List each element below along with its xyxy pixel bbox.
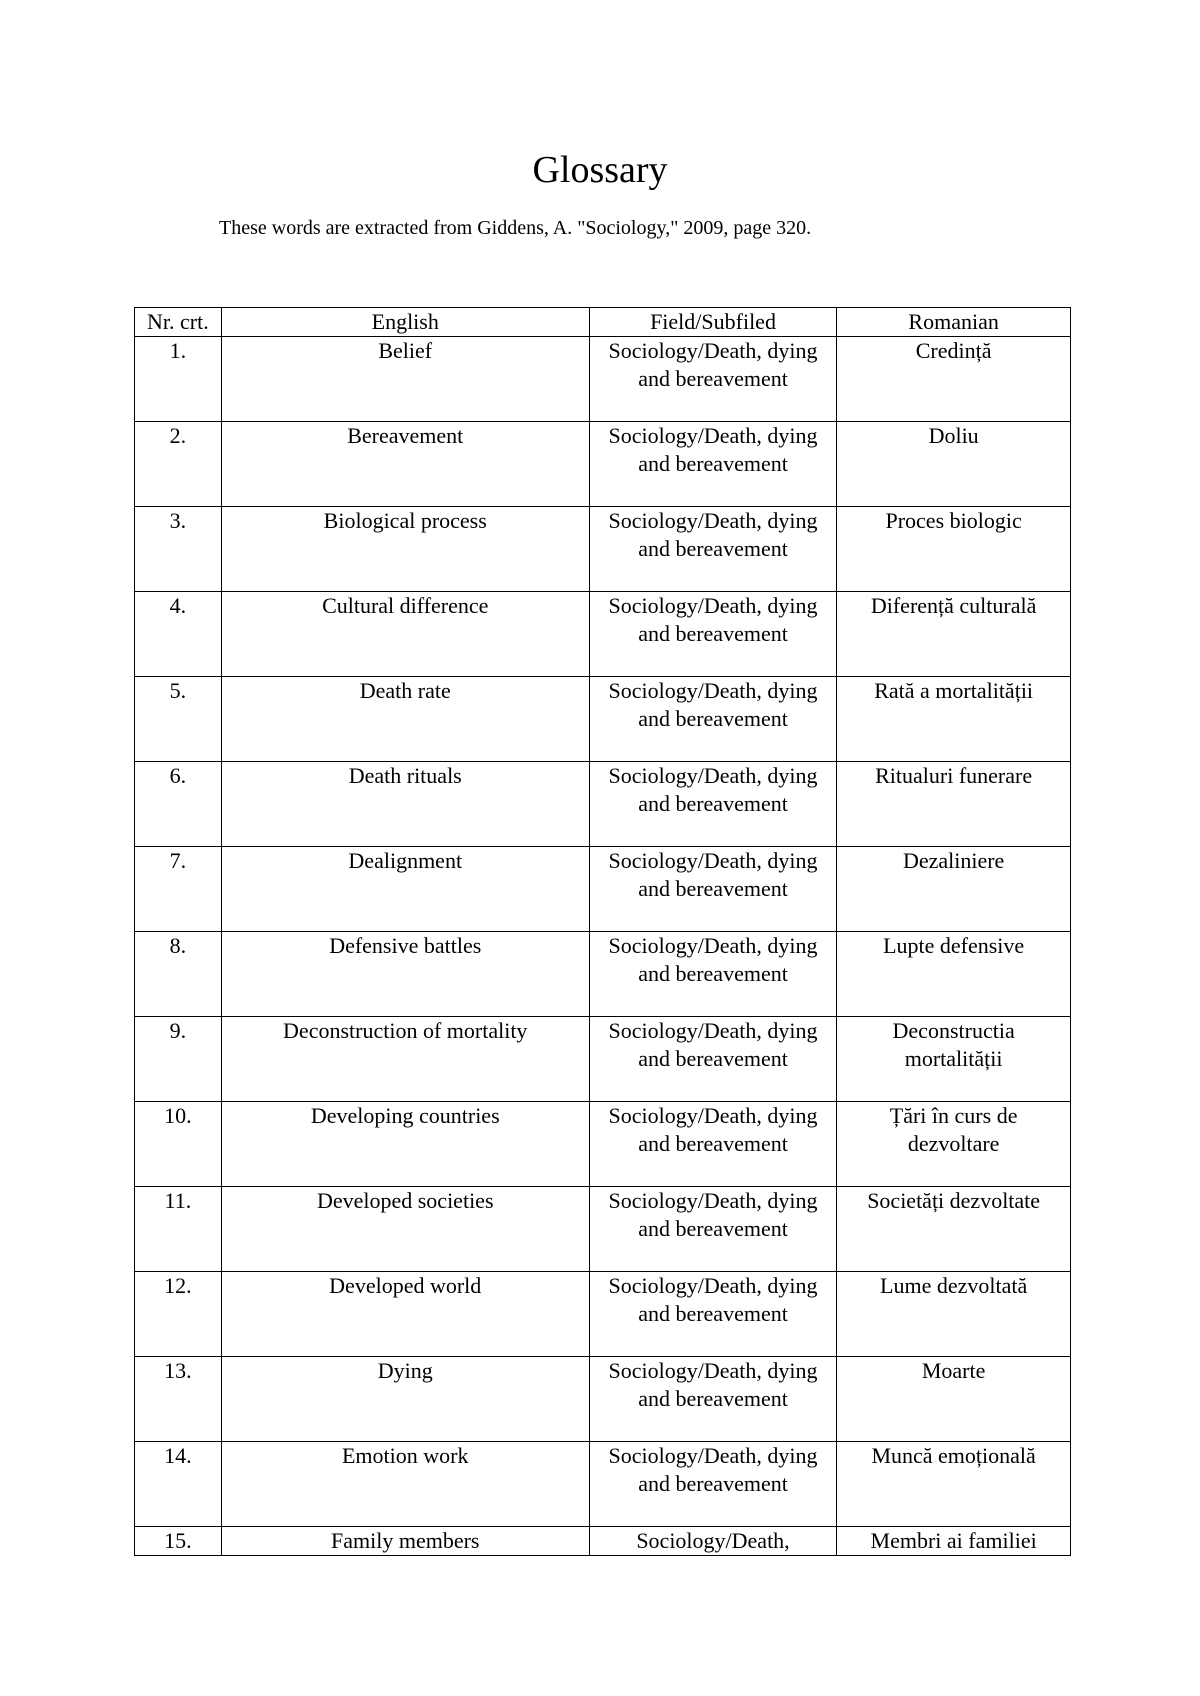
- cell-field: Sociology/Death, dying and bereavement: [589, 1017, 836, 1102]
- cell-romanian: Țări în curs de dezvoltare: [837, 1102, 1071, 1187]
- cell-nr: 6.: [135, 762, 222, 847]
- cell-romanian: Deconstructia mortalității: [837, 1017, 1071, 1102]
- cell-nr: 5.: [135, 677, 222, 762]
- cell-nr: 10.: [135, 1102, 222, 1187]
- cell-english: Defensive battles: [221, 932, 589, 1017]
- table-row: [135, 677, 1071, 762]
- header-english: English: [221, 308, 589, 337]
- cell-field: Sociology/Death, dying and bereavement: [589, 1357, 836, 1442]
- cell-romanian: Lume dezvoltată: [837, 1272, 1071, 1357]
- cell-nr: 13.: [135, 1357, 222, 1442]
- table-row: [135, 1017, 1071, 1102]
- table-row: [135, 1187, 1071, 1272]
- cell-english: Belief: [221, 337, 589, 422]
- table-header-row: [135, 308, 1071, 337]
- cell-nr: 3.: [135, 507, 222, 592]
- cell-nr: 4.: [135, 592, 222, 677]
- cell-field: Sociology/Death, dying and bereavement: [589, 337, 836, 422]
- table-row: [135, 337, 1071, 422]
- header-nr: Nr. crt.: [135, 308, 222, 337]
- cell-english: Deconstruction of mortality: [221, 1017, 589, 1102]
- cell-romanian: Dezaliniere: [837, 847, 1071, 932]
- cell-romanian: Proces biologic: [837, 507, 1071, 592]
- cell-english: Cultural difference: [221, 592, 589, 677]
- table-row: [135, 1102, 1071, 1187]
- cell-field: Sociology/Death, dying and bereavement: [589, 422, 836, 507]
- cell-nr: 2.: [135, 422, 222, 507]
- cell-english: Family members: [221, 1527, 589, 1556]
- cell-romanian: Membri ai familiei: [837, 1527, 1071, 1556]
- cell-field: Sociology/Death, dying and bereavement: [589, 932, 836, 1017]
- cell-field: Sociology/Death, dying and bereavement: [589, 1187, 836, 1272]
- cell-nr: 7.: [135, 847, 222, 932]
- cell-english: Bereavement: [221, 422, 589, 507]
- table-row: [135, 1272, 1071, 1357]
- cell-english: Developed world: [221, 1272, 589, 1357]
- cell-romanian: Credință: [837, 337, 1071, 422]
- cell-field: Sociology/Death, dying and bereavement: [589, 847, 836, 932]
- table-row: [135, 1442, 1071, 1527]
- cell-romanian: Rată a mortalității: [837, 677, 1071, 762]
- cell-nr: 1.: [135, 337, 222, 422]
- cell-romanian: Societăți dezvoltate: [837, 1187, 1071, 1272]
- cell-english: Death rate: [221, 677, 589, 762]
- cell-romanian: Moarte: [837, 1357, 1071, 1442]
- table-row: [135, 1527, 1071, 1556]
- cell-nr: 14.: [135, 1442, 222, 1527]
- table-row: [135, 762, 1071, 847]
- cell-field: Sociology/Death, dying and bereavement: [589, 762, 836, 847]
- cell-nr: 11.: [135, 1187, 222, 1272]
- cell-nr: 12.: [135, 1272, 222, 1357]
- cell-english: Biological process: [221, 507, 589, 592]
- cell-romanian: Diferență culturală: [837, 592, 1071, 677]
- table-row: [135, 422, 1071, 507]
- table-row: [135, 847, 1071, 932]
- header-field: Field/Subfiled: [589, 308, 836, 337]
- table-row: [135, 932, 1071, 1017]
- cell-romanian: Lupte defensive: [837, 932, 1071, 1017]
- cell-nr: 9.: [135, 1017, 222, 1102]
- cell-english: Dealignment: [221, 847, 589, 932]
- cell-romanian: Ritualuri funerare: [837, 762, 1071, 847]
- cell-english: Emotion work: [221, 1442, 589, 1527]
- cell-romanian: Muncă emoțională: [837, 1442, 1071, 1527]
- cell-field: Sociology/Death, dying and bereavement: [589, 592, 836, 677]
- cell-english: Developing countries: [221, 1102, 589, 1187]
- cell-english: Death rituals: [221, 762, 589, 847]
- cell-field: Sociology/Death, dying and bereavement: [589, 1102, 836, 1187]
- cell-field: Sociology/Death,: [589, 1527, 836, 1556]
- cell-field: Sociology/Death, dying and bereavement: [589, 1442, 836, 1527]
- table-row: [135, 1357, 1071, 1442]
- cell-nr: 8.: [135, 932, 222, 1017]
- cell-romanian: Doliu: [837, 422, 1071, 507]
- table-row: [135, 507, 1071, 592]
- cell-english: Dying: [221, 1357, 589, 1442]
- cell-nr: 15.: [135, 1527, 222, 1556]
- glossary-table: [134, 307, 1071, 1556]
- cell-field: Sociology/Death, dying and bereavement: [589, 677, 836, 762]
- cell-field: Sociology/Death, dying and bereavement: [589, 507, 836, 592]
- cell-field: Sociology/Death, dying and bereavement: [589, 1272, 836, 1357]
- table-row: [135, 592, 1071, 677]
- source-note: These words are extracted from Giddens, A. "Sociology," 2009, page 320.: [219, 217, 812, 239]
- page-title: Glossary: [532, 149, 668, 191]
- cell-english: Developed societies: [221, 1187, 589, 1272]
- header-romanian: Romanian: [837, 308, 1071, 337]
